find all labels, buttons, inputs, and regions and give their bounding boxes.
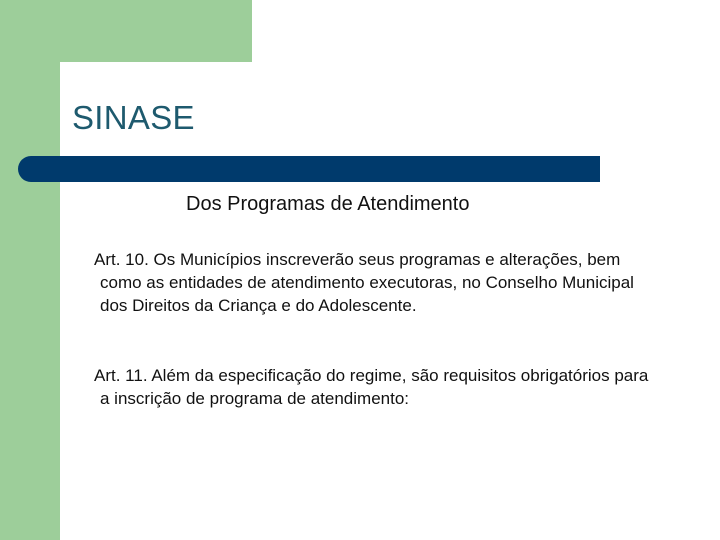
article-11 (94, 364, 654, 410)
slide-title: SINASE (72, 99, 195, 136)
article-10-paragraph (94, 248, 654, 317)
decorative-green-header (0, 0, 252, 62)
article-11-text: . Além da especificação do regime, são requisitos obrigatórios para a inscrição de programa de atendimento: (100, 366, 649, 408)
article-11-paragraph (94, 364, 654, 410)
article-10 (94, 248, 654, 317)
decorative-green-sidebar (0, 0, 60, 540)
slide-subtitle: Dos Programas de Atendimento (186, 193, 470, 215)
article-11-number: Art. 11 (94, 366, 143, 385)
article-10-text: . Os Municípios inscreverão seus programas e alterações, bem como as entidades de atendimento executoras, no Conselho Municipal dos Direitos da Criança e do Adolescente. (100, 250, 634, 315)
title-underline-bar (18, 156, 600, 182)
article-10-number: Art. 10 (94, 250, 145, 269)
